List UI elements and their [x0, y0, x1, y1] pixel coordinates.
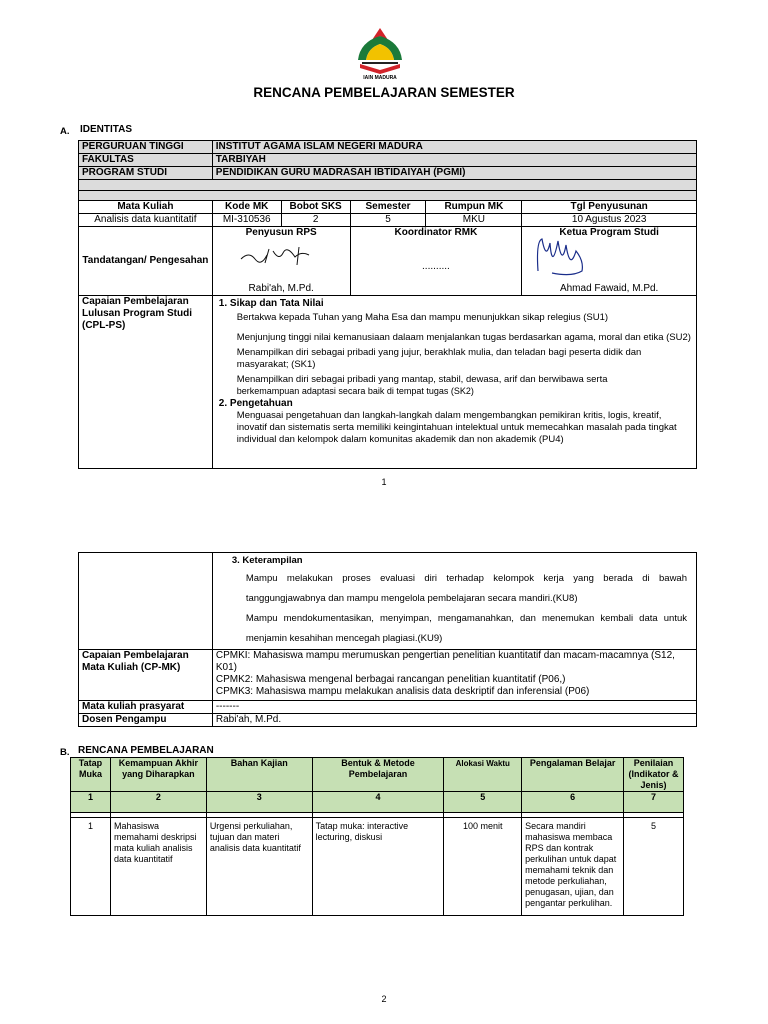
rencana-cell: Mahasiswa memahami deskripsi mata kuliah analisis data kuantitatif	[110, 818, 206, 916]
course-value: 2	[281, 214, 350, 227]
rencana-cell: Urgensi perkuliahan, tujuan dan materi analisis data kuantitatif	[206, 818, 312, 916]
course-value: 10 Agustus 2023	[522, 214, 697, 227]
course-value: MKU	[426, 214, 522, 227]
identitas-label: PROGRAM STUDI	[79, 167, 213, 180]
rencana-cell: Secara mandiri mahasiswa membaca RPS dan kontrak perkulihan untuk dapat memahami teknik dan metode perkuliahan, penugasan, ujian, dan pengantar perkulihan.	[522, 818, 624, 916]
keterampilan-item: Mampu melakukan proses evaluasi diri terhadap kelompok kerja yang berada di bawah tanggungjawabnya dan mampu mengelola pembelajaran secara mandiri.(KU8)	[245, 573, 687, 604]
identitas-value: TARBIYAH	[212, 154, 696, 167]
page-number-1: 1	[381, 477, 387, 487]
section-a-letter: A.	[60, 126, 70, 137]
dosen-row	[79, 714, 697, 727]
rencana-header: Alokasi Waktu	[444, 758, 522, 792]
institution-logo	[350, 26, 410, 82]
rencana-header: Bahan Kajian	[206, 758, 312, 792]
keterampilan-title: 3. Keterampilan	[231, 555, 303, 566]
rencana-number: 7	[624, 792, 684, 813]
section-b-letter: B.	[60, 747, 70, 758]
rencana-header: Penilaian (Indikator & Jenis)	[624, 758, 684, 792]
koordinator-label: Koordinator RMK	[394, 227, 478, 238]
rencana-cell: 1	[71, 818, 111, 916]
ketua-name: Ahmad Fawaid, M.Pd.	[559, 283, 659, 294]
keterampilan-content	[212, 553, 696, 650]
table-row	[71, 818, 684, 916]
identitas-row	[79, 154, 697, 167]
course-value: 5	[350, 214, 426, 227]
penyusun-label: Penyusun RPS	[245, 227, 317, 238]
cpmk-item: CPMKI: Mahasiswa mampu merumuskan pengertian penelitian kuantitatif dan macam-macamnya (S12, K01)	[215, 650, 675, 673]
penyusun-cell	[212, 227, 350, 296]
cpl-row	[79, 296, 697, 469]
pengetahuan-item: Menguasai pengetahuan dan langkah-langkah dalam mengembangkan pemikiran kritis, logis, kreatif, inovatif dan sistematis serta memiliki keingintahuan intelektual untuk memecahkan masalah pada tingkat individual dan kelompok dalam komunitas akademik dan non akademik (PU4)	[236, 410, 677, 445]
rencana-header: Kemampuan Akhir yang Diharapkan	[110, 758, 206, 792]
course-header-row	[79, 201, 697, 214]
cpl-item: berkemampuan adaptasi secara baik di tempat tugas (SK2)	[236, 386, 474, 396]
keterampilan-row	[79, 553, 697, 650]
rencana-number: 3	[206, 792, 312, 813]
penyusun-name: Rabi'ah, M.Pd.	[248, 283, 314, 294]
course-value: Analisis data kuantitatif	[79, 214, 213, 227]
course-value-row	[79, 214, 697, 227]
cpmk-item: CPMK3: Mahasiswa mampu melakukan analisis data deskriptif dan inferensial (P06)	[215, 686, 590, 697]
course-header: Kode MK	[212, 201, 281, 214]
rencana-header: Tatap Muka	[71, 758, 111, 792]
ketua-label: Ketua Program Studi	[559, 227, 659, 238]
koordinator-cell	[350, 227, 522, 296]
section-a-title: IDENTITAS	[80, 124, 133, 135]
identitas-value: INSTITUT AGAMA ISLAM NEGERI MADURA	[212, 141, 696, 154]
rencana-number: 4	[312, 792, 444, 813]
identitas-label: PERGURUAN TINGGI	[79, 141, 213, 154]
pengetahuan-title: 2. Pengetahuan	[218, 398, 293, 409]
identitas-row	[79, 167, 697, 180]
rencana-header: Bentuk & Metode Pembelajaran	[312, 758, 444, 792]
course-header: Semester	[350, 201, 426, 214]
course-value: MI-310536	[212, 214, 281, 227]
page-number-2: 2	[381, 994, 387, 1004]
rencana-number: 6	[522, 792, 624, 813]
cpl-content	[212, 296, 696, 469]
cpl-item: Menampilkan diri sebagai pribadi yang jujur, berakhlak mulia, dan teladan bagi peserta didik dan masyarakat; (SK1)	[236, 347, 642, 370]
identitas-value: PENDIDIKAN GURU MADRASAH IBTIDAIYAH (PGMI)	[212, 167, 696, 180]
course-header: Mata Kuliah	[79, 201, 213, 214]
rencana-header: Pengalaman Belajar	[522, 758, 624, 792]
page-title: RENCANA PEMBELAJARAN SEMESTER	[253, 85, 515, 100]
identitas-table	[78, 140, 697, 469]
cpl-item: Menampilkan diri sebagai pribadi yang mantap, stabil, dewasa, arif dan berwibawa serta	[236, 374, 608, 385]
spacer-row	[79, 191, 697, 201]
rencana-number: 1	[71, 792, 111, 813]
prasyarat-label: Mata kuliah prasyarat	[79, 701, 213, 714]
cpmk-content	[212, 650, 696, 701]
course-header: Bobot SKS	[281, 201, 350, 214]
keterampilan-item: Mampu mendokumentasikan, menyimpan, mengamanahkan, dan menemukan kembali data untuk menjamin kesahihan mencegah plagiasi.(KU9)	[245, 613, 687, 644]
prasyarat-row	[79, 701, 697, 714]
cpl-label: Capaian Pembelajaran Lulusan Program Studi (CPL-PS)	[79, 296, 213, 469]
rencana-table	[70, 757, 684, 916]
ketua-signature	[532, 231, 602, 283]
dosen-label: Dosen Pengampu	[79, 714, 213, 727]
rencana-number: 2	[110, 792, 206, 813]
rencana-cell: 100 menit	[444, 818, 522, 916]
course-header: Tgl Penyusunan	[522, 201, 697, 214]
identitas-label: FAKULTAS	[79, 154, 213, 167]
rencana-header-row	[71, 758, 684, 792]
signature-row	[79, 227, 697, 296]
cpl-item: Menjunjung tinggi nilai kemanusiaan dalaam menjalankan tugas berdasarkan agama, moral dan etika (SU2)	[236, 332, 691, 343]
signature-label: Tandatangan/ Pengesahan	[79, 227, 213, 296]
course-header: Rumpun MK	[426, 201, 522, 214]
koordinator-dots: ..........	[422, 261, 450, 272]
rencana-number-row	[71, 792, 684, 813]
cpl-item: Bertakwa kepada Tuhan yang Maha Esa dan mampu menunjukkan sikap relegius (SU1)	[236, 312, 609, 323]
cpmk-item: CPMK2: Mahasiswa mengenal berbagai rancangan penelitian kuantitatif (P06,)	[215, 674, 566, 685]
rencana-cell: 5	[624, 818, 684, 916]
rencana-number: 5	[444, 792, 522, 813]
cpmk-label: Capaian Pembelajaran Mata Kuliah (CP-MK)	[79, 650, 213, 701]
rencana-cell: Tatap muka: interactive lecturing, diskusi	[312, 818, 444, 916]
logo-caption: IAIN MADURA	[363, 75, 397, 81]
identitas-row	[79, 141, 697, 154]
penyusun-signature	[239, 245, 319, 271]
ketua-cell	[522, 227, 697, 296]
cpmk-row	[79, 650, 697, 701]
sikap-title: 1. Sikap dan Tata Nilai	[218, 298, 324, 309]
prasyarat-value: -------	[212, 701, 696, 714]
cpmk-table	[78, 552, 697, 727]
section-b-title: RENCANA PEMBELAJARAN	[78, 745, 214, 756]
dosen-value: Rabi'ah, M.Pd.	[212, 714, 696, 727]
spacer-row	[79, 180, 697, 191]
